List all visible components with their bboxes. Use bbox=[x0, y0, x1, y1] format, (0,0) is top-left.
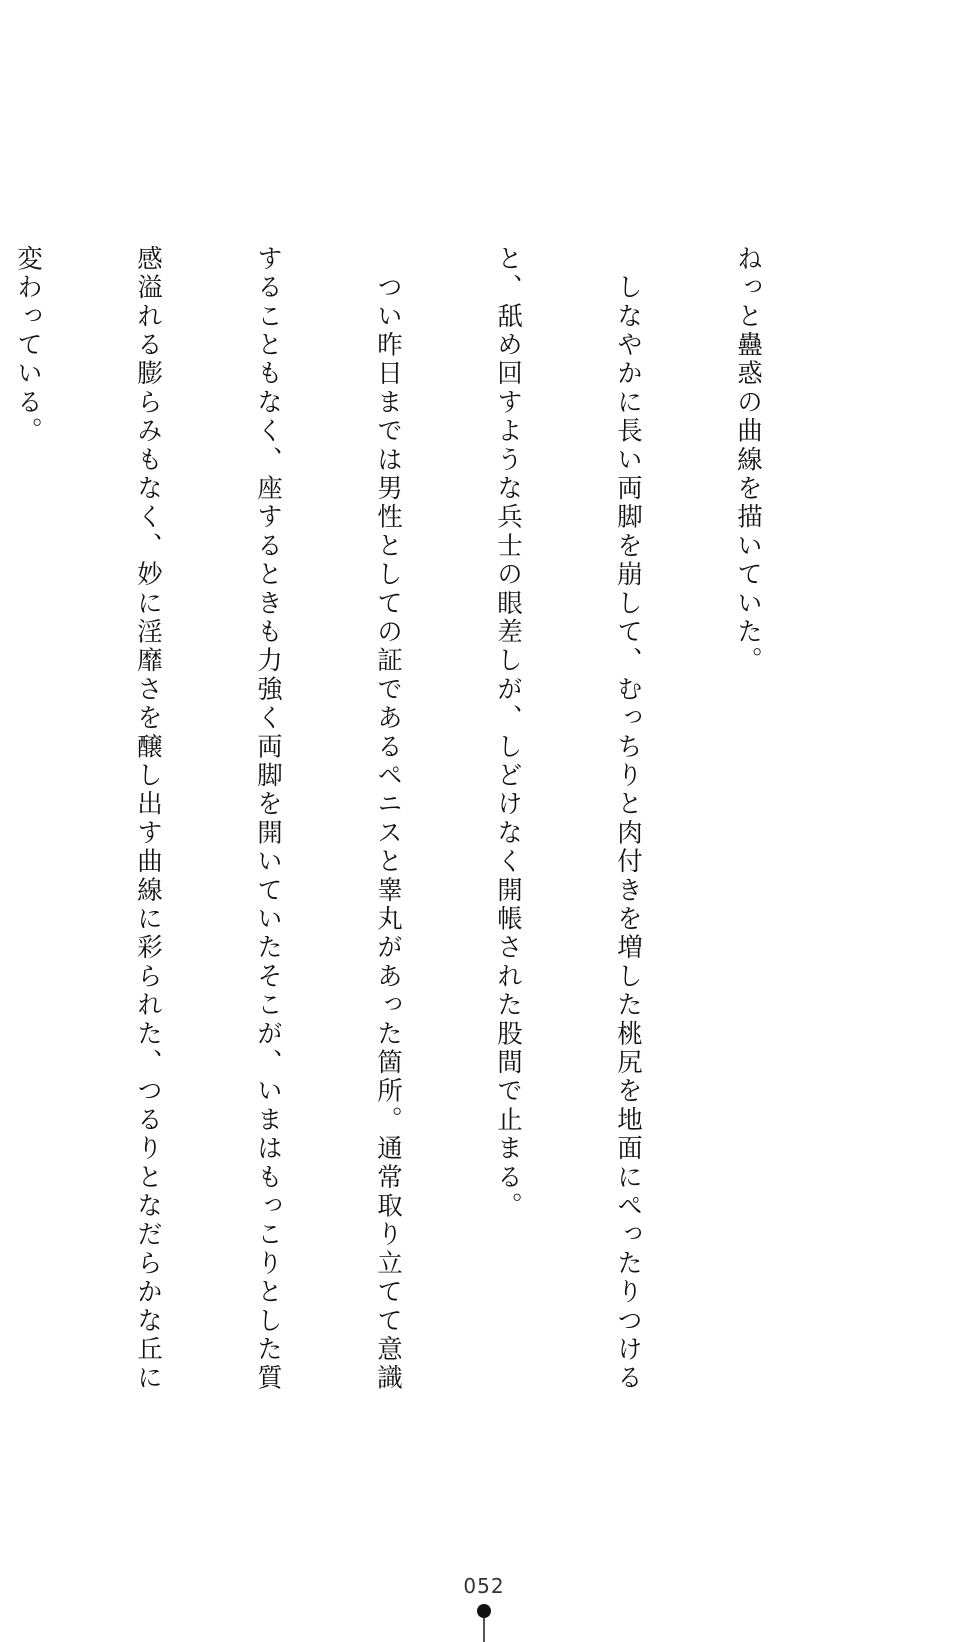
text-line-3: と、舐め回すような兵士の眼差しが、しどけなく開帳された股間で止まる。 bbox=[493, 245, 523, 1221]
page-number: 052 bbox=[463, 1574, 505, 1598]
vertical-text-body bbox=[13, 245, 848, 1393]
text-line-6: 感溢れる膨らみもなく、妙に淫靡さを醸し出す曲線に彩られた、つるりとなだらかな丘に bbox=[133, 245, 163, 1393]
text-line-1: ねっと蠱惑の曲線を描いていた。 bbox=[733, 245, 763, 676]
page-marker-dot bbox=[477, 1604, 491, 1618]
text-line-7: 変わっている。 bbox=[13, 245, 43, 446]
text-line-2: しなやかに長い両脚を崩して、むっちりと肉付きを増した桃尻を地面にぺったりつける bbox=[613, 245, 643, 1393]
page-marker-line bbox=[483, 1618, 485, 1642]
text-line-5: することもなく、座するときも力強く両脚を開いていたそこが、いまはもっこりとした質 bbox=[253, 245, 283, 1393]
text-line-4: つい昨日までは男性としての証であるペニスと睾丸があった箇所。通常取り立てて意識 bbox=[373, 245, 403, 1393]
